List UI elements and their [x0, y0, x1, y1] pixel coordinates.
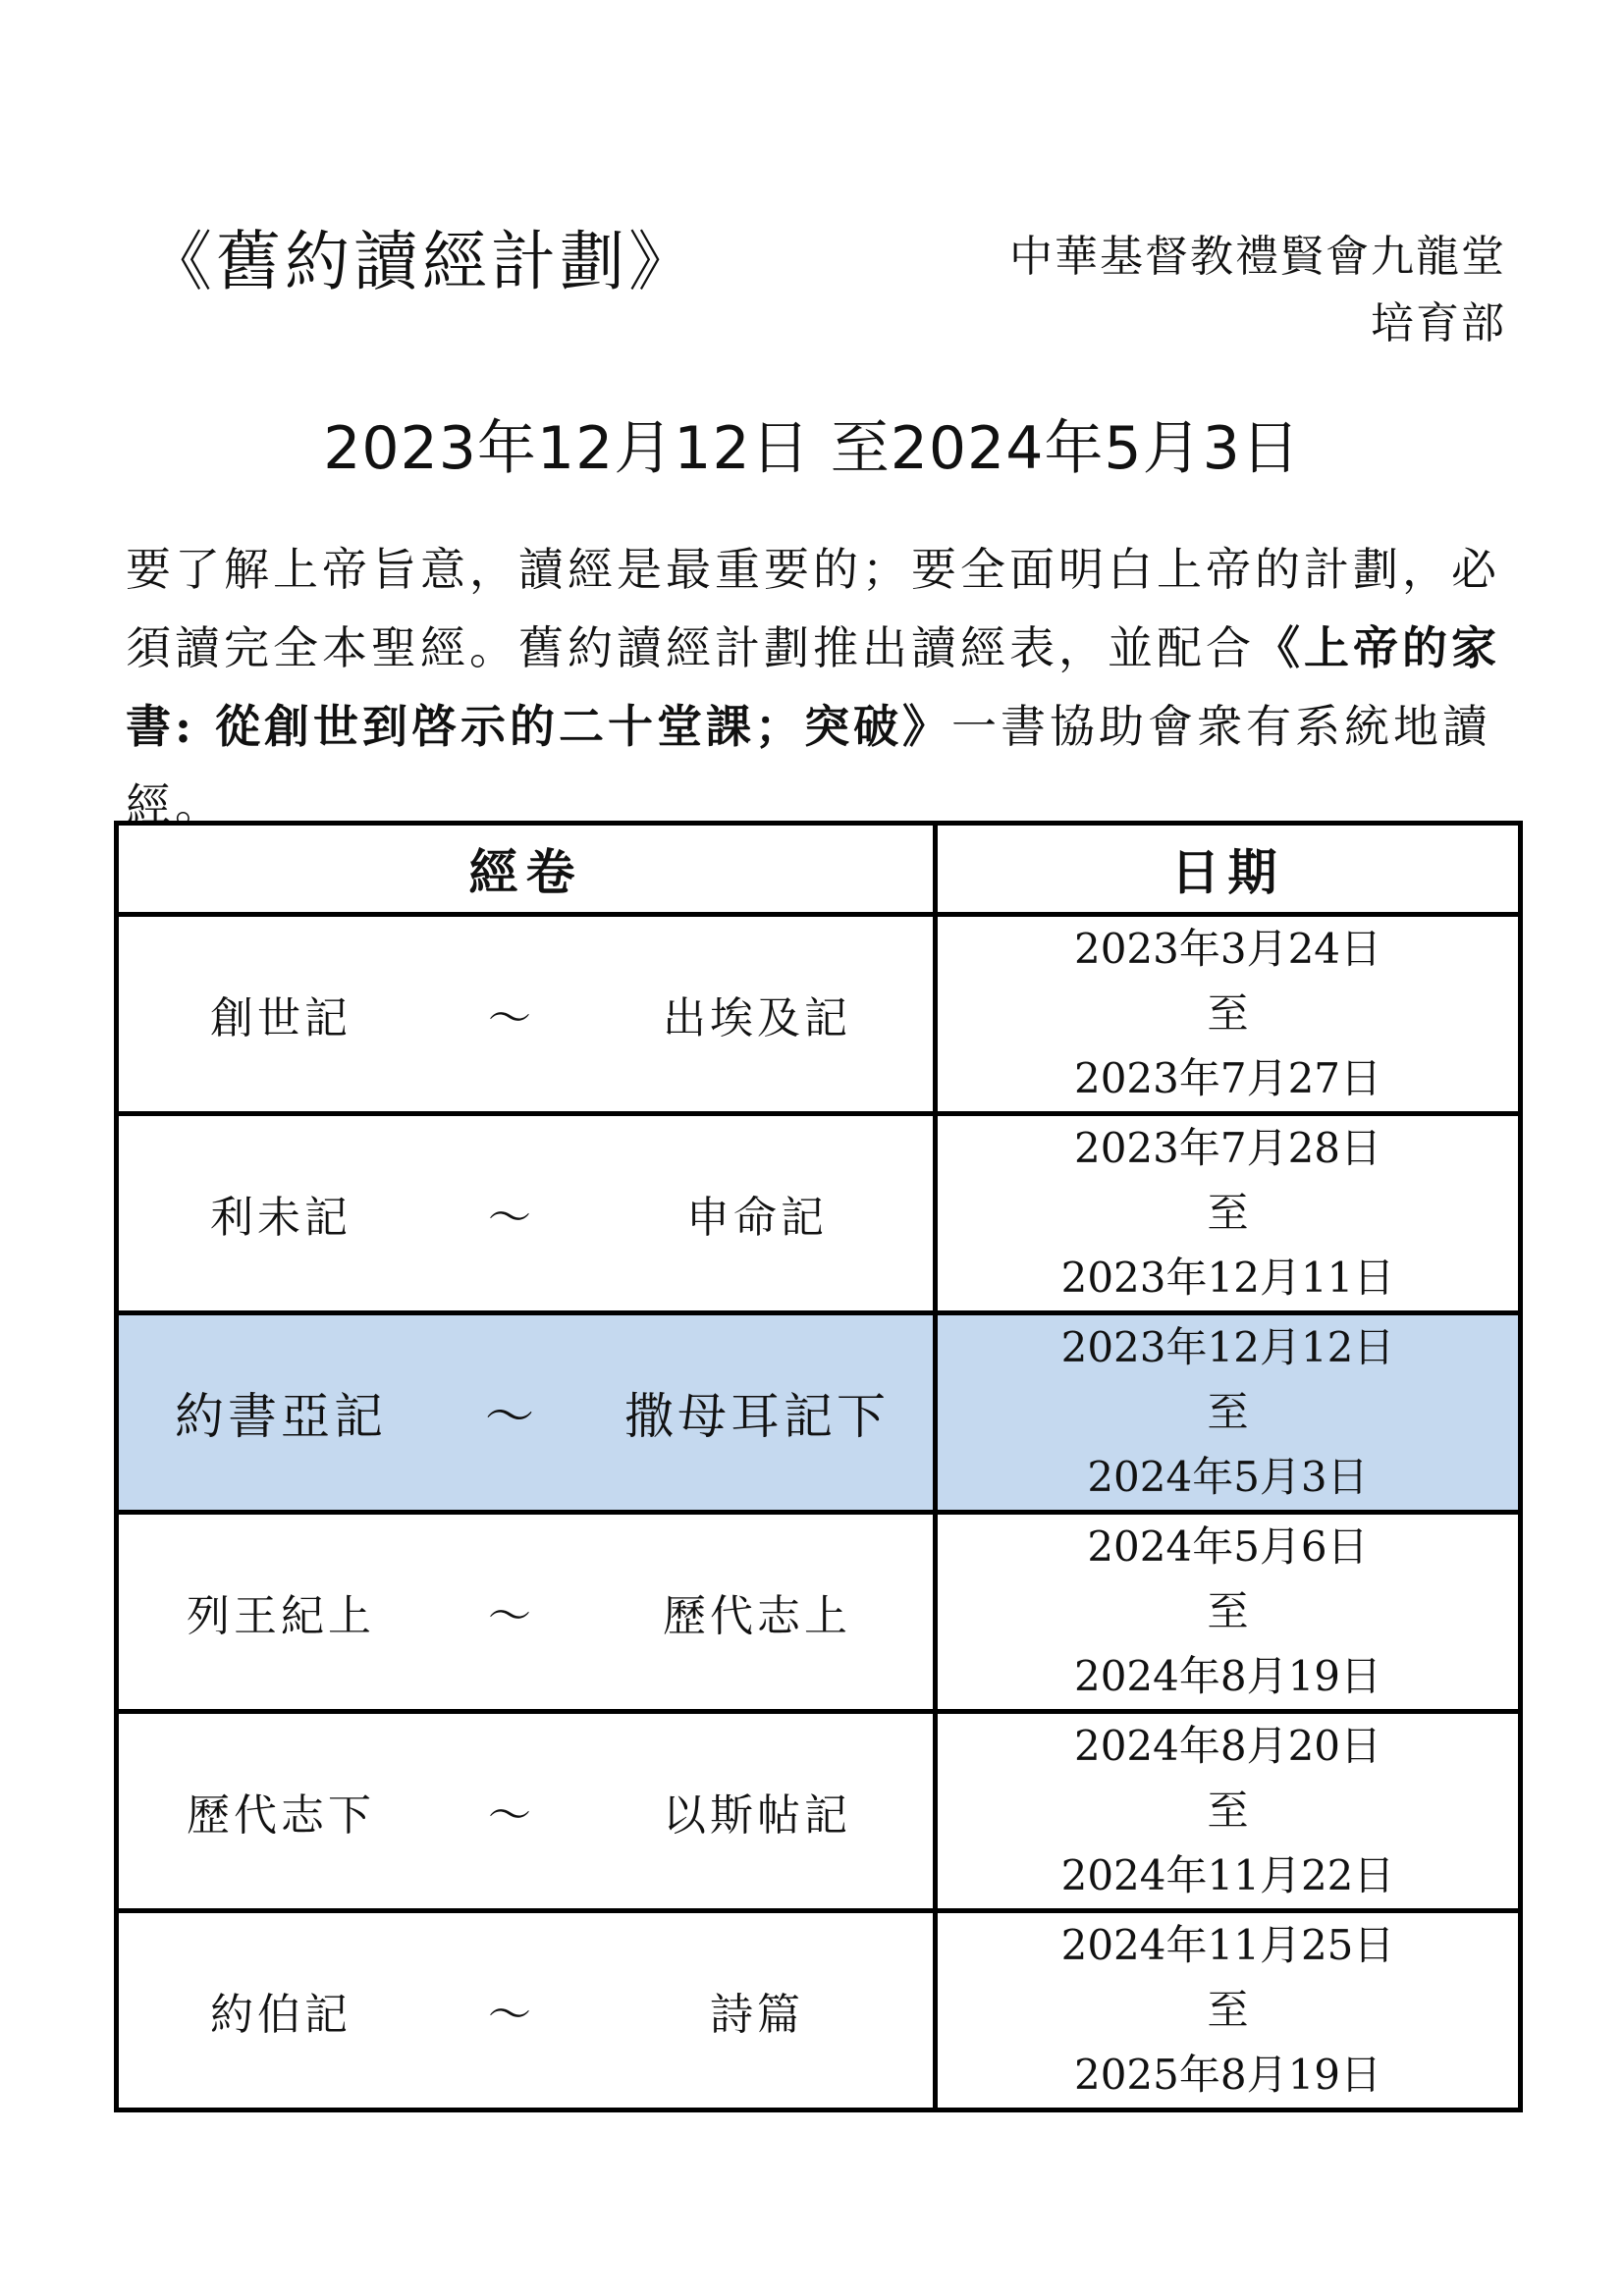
date-separator: 至	[1207, 1787, 1249, 1835]
start-date: 2024年11月25日	[1060, 1921, 1395, 1969]
date-range-cell	[936, 1712, 1521, 1911]
intro-text-1: 要了解上帝旨意，讀經是最重要的；要全面明白上帝的計劃，必須讀完全本聖經。舊約讀經計劃推出讀經表，並配合	[126, 543, 1500, 674]
start-date: 2023年7月28日	[1073, 1124, 1382, 1172]
table-body	[117, 915, 1521, 2110]
book-range-cell	[117, 915, 936, 1114]
org-name: 中華基督教禮賢會九龍堂	[1009, 232, 1506, 282]
end-date: 2023年12月11日	[1060, 1254, 1395, 1302]
table-row	[117, 915, 1521, 1114]
book-range-cell	[117, 1712, 936, 1911]
book-to: 以斯帖記	[663, 1790, 851, 1841]
book-to: 詩篇	[710, 1990, 804, 2040]
end-date: 2023年7月27日	[1073, 1054, 1382, 1102]
organization-block	[1009, 224, 1506, 357]
reading-plan-table	[114, 821, 1523, 2112]
range-tilde: ～	[488, 1790, 535, 1841]
date-range-cell	[936, 1313, 1521, 1513]
range-tilde: ～	[485, 1388, 538, 1445]
book-from: 約伯記	[210, 1990, 352, 2040]
date-separator: 至	[1207, 989, 1249, 1038]
book-range-cell	[117, 1911, 936, 2110]
intro-text-2: 一書協助會衆有系統地讀經。	[126, 700, 1491, 831]
book-from: 利未記	[210, 1193, 352, 1243]
table-row	[117, 1712, 1521, 1911]
start-date: 2023年3月24日	[1073, 925, 1382, 973]
date-range-cell	[936, 1513, 1521, 1712]
intro-book-title: 《上帝的家書: 從創世到啓示的二十堂課；突破》	[126, 621, 1500, 753]
table-row	[117, 1114, 1521, 1313]
date-range-cell	[936, 915, 1521, 1114]
range-tilde: ～	[488, 1193, 535, 1243]
intro-paragraph	[126, 530, 1520, 844]
range-tilde: ～	[488, 1591, 535, 1641]
book-from: 歷代志下	[187, 1790, 375, 1841]
start-date: 2024年8月20日	[1073, 1722, 1382, 1770]
end-date: 2024年5月3日	[1087, 1453, 1369, 1501]
book-to: 撒母耳記下	[624, 1388, 890, 1445]
date-separator: 至	[1207, 1388, 1249, 1436]
end-date: 2025年8月19日	[1073, 2051, 1382, 2099]
table-row	[117, 1313, 1521, 1513]
page-title: 《舊約讀經計劃》	[147, 224, 697, 299]
book-range-cell	[117, 1313, 936, 1513]
table-header-row	[117, 824, 1521, 915]
start-date: 2023年12月12日	[1060, 1323, 1395, 1371]
range-tilde: ～	[488, 1990, 535, 2040]
start-date: 2024年5月6日	[1087, 1522, 1369, 1571]
range-tilde: ～	[488, 993, 535, 1043]
book-to: 歷代志上	[663, 1591, 851, 1641]
table-row	[117, 1911, 1521, 2110]
date-separator: 至	[1207, 1986, 1249, 2034]
date-range-cell	[936, 1114, 1521, 1313]
book-range-cell	[117, 1513, 936, 1712]
book-to: 出埃及記	[663, 993, 851, 1043]
end-date: 2024年8月19日	[1073, 1652, 1382, 1700]
book-from: 創世記	[210, 993, 352, 1043]
book-from: 列王紀上	[187, 1591, 375, 1641]
date-range-heading: 2023年12月12日 至2024年5月3日	[323, 414, 1301, 483]
header-books: 經卷	[117, 824, 936, 915]
book-range-cell	[117, 1114, 936, 1313]
date-separator: 至	[1207, 1189, 1249, 1237]
end-date: 2024年11月22日	[1060, 1851, 1395, 1899]
department-name: 培育部	[1371, 298, 1506, 348]
book-to: 申命記	[686, 1193, 828, 1243]
header-dates: 日期	[936, 824, 1521, 915]
date-range-cell	[936, 1911, 1521, 2110]
book-from: 約書亞記	[175, 1388, 387, 1445]
table-row	[117, 1513, 1521, 1712]
date-separator: 至	[1207, 1587, 1249, 1635]
